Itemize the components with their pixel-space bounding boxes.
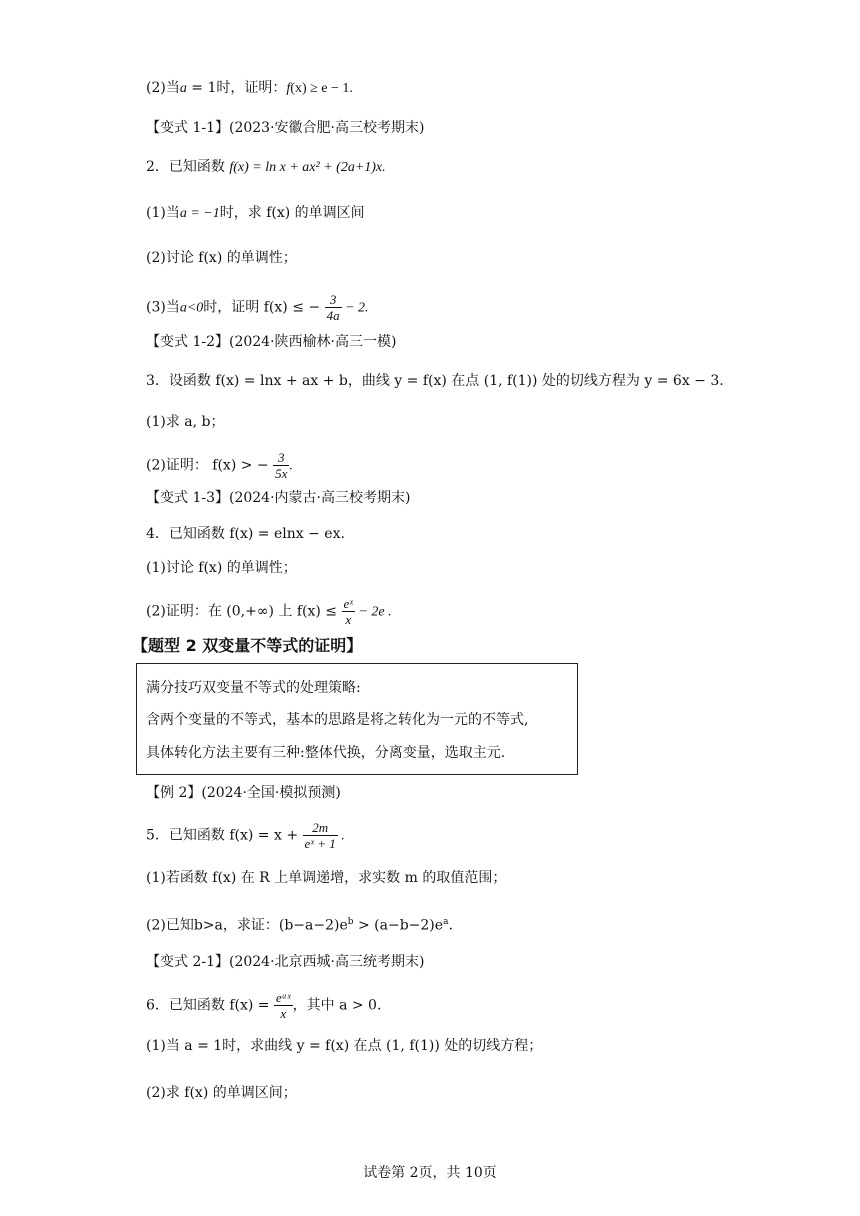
text-segment: ，其中 a > 0. [292, 997, 382, 1014]
text-segment: (1)若函数 f(x) 在 R 上单调递增，求实数 m 的取值范围； [146, 870, 507, 886]
text-segment: (2)证明： f(x) > − [146, 457, 269, 474]
question-3-part-2 [146, 450, 293, 481]
tip-line-1: 满分技巧双变量不等式的处理策略: [146, 680, 361, 696]
example-label: 【例 2】(2024·全国·模拟预测) [146, 785, 341, 801]
tip-line-2: 含两个变量的不等式，基本的思路是将之转化为一元的不等式, [146, 712, 529, 728]
fraction [273, 450, 289, 481]
question-2-part-1 [146, 203, 365, 224]
question-3-part-1 [146, 412, 225, 432]
fraction-denominator: 4a [326, 308, 340, 323]
variant-header-1-1 [146, 118, 424, 138]
text-segment: (3)当 [146, 299, 180, 316]
text-segment: (2)已知b>a，求证：(b−a−2)e [146, 917, 348, 934]
math-expr: . [337, 828, 345, 844]
text-segment: 4．已知函数 f(x) = elnx − ex. [146, 526, 345, 542]
text-segment: 3．设函数 f(x) = lnx + ax + b，曲线 y = f(x) 在点 (1, f(1)) 处的切线方程为 y = 6x − 3. [146, 373, 724, 389]
question-5-part-1 [146, 868, 506, 888]
math-expr: f(x) = ln x + ax² + (2a+1)x. [229, 160, 386, 175]
text-segment: 6．已知函数 f(x) = [146, 997, 270, 1014]
math-expr: − 2. [341, 300, 369, 316]
math-expr: a = −1 [179, 206, 220, 221]
question-5-part-2 [146, 912, 453, 936]
text-segment: (1)当 [146, 205, 180, 221]
variant-label: 【变式 2-1】(2024·北京西城·高三统考期末) [146, 954, 425, 970]
text-segment: (1)求 a, b； [146, 414, 225, 430]
variant-header-1-2 [146, 332, 396, 352]
question-3-stem [146, 371, 724, 391]
text-segment: (1)讨论 f(x) 的单调性； [146, 560, 297, 576]
fraction-denominator: x [280, 1006, 287, 1021]
section-title: 【题型 2 双变量不等式的证明】 [132, 636, 363, 655]
question-2-stem [146, 157, 386, 178]
question-6-part-1 [146, 1036, 542, 1056]
fraction-denominator: eˣ + 1 [304, 836, 336, 851]
fraction [342, 596, 355, 627]
example-header-2 [146, 783, 341, 803]
question-5-stem [146, 820, 345, 851]
math-expr: . [289, 458, 293, 474]
tip-box [136, 663, 578, 775]
variant-label: 【变式 1-3】(2024·内蒙古·高三校考期末) [146, 490, 411, 506]
question-6-part-2 [146, 1083, 297, 1103]
fraction [325, 292, 342, 323]
text-segment: 时，求 f(x) 的单调区间 [219, 205, 365, 221]
text-segment: 5．已知函数 f(x) = x + [146, 827, 299, 844]
page-footer: 试卷第 2页，共 10页 [363, 1165, 497, 1181]
question-2-part-3 [146, 292, 369, 323]
fraction-denominator: 5x [275, 466, 288, 481]
question-2-part-2 [146, 248, 297, 268]
text-segment: (2)求 f(x) 的单调区间； [146, 1085, 297, 1101]
fraction-numerator: 3 [273, 450, 289, 466]
math-var: a [179, 81, 187, 96]
exponent: a [443, 917, 449, 927]
text-segment: (1)当 a = 1时，求曲线 y = f(x) 在点 (1, f(1)) 处的切线方程； [146, 1038, 543, 1054]
question-4-stem [146, 524, 345, 544]
fraction-numerator: eᵃˣ [276, 990, 291, 1005]
fraction-numerator: eˣ [343, 596, 353, 611]
text-segment: (2)证明：在 (0,+∞) 上 f(x) ≤ [146, 603, 338, 620]
variant-label: 【变式 1-2】(2024·陕西榆林·高三一模) [146, 334, 397, 350]
math-var: f [286, 81, 291, 96]
text-segment: = 1时，证明： [186, 80, 287, 96]
fraction-denominator: x [345, 612, 352, 627]
fraction-numerator: 3 [325, 292, 342, 308]
exponent: b [347, 917, 354, 927]
text-segment: > (a−b−2)e [353, 917, 444, 934]
question-6-stem [146, 990, 381, 1021]
text-segment: (2)讨论 f(x) 的单调性； [146, 250, 297, 266]
question-4-part-2 [146, 596, 392, 627]
fraction [274, 990, 293, 1021]
variant-header-1-3 [146, 488, 410, 508]
tip-line-3: 具体转化方法主要有三种:整体代换，分离变量，选取主元. [146, 745, 506, 761]
fraction-numerator: 2m [303, 820, 338, 836]
question-1-part-2 [146, 78, 353, 99]
variant-label: 【变式 1-1】(2023·安徽合肥·高三校考期末) [146, 120, 425, 136]
text-segment: 2．已知函数 [146, 159, 225, 175]
math-expr: a<0 [179, 300, 204, 316]
math-expr: (x) ≥ e − 1. [290, 81, 353, 96]
fraction [303, 820, 338, 851]
text-segment: 时，证明 f(x) ≤ − [203, 299, 321, 316]
question-4-part-1 [146, 558, 297, 578]
text-segment: (2)当 [146, 80, 180, 96]
variant-header-2-1 [146, 952, 424, 972]
math-expr: − 2e . [354, 604, 392, 620]
text-segment: . [448, 917, 453, 934]
